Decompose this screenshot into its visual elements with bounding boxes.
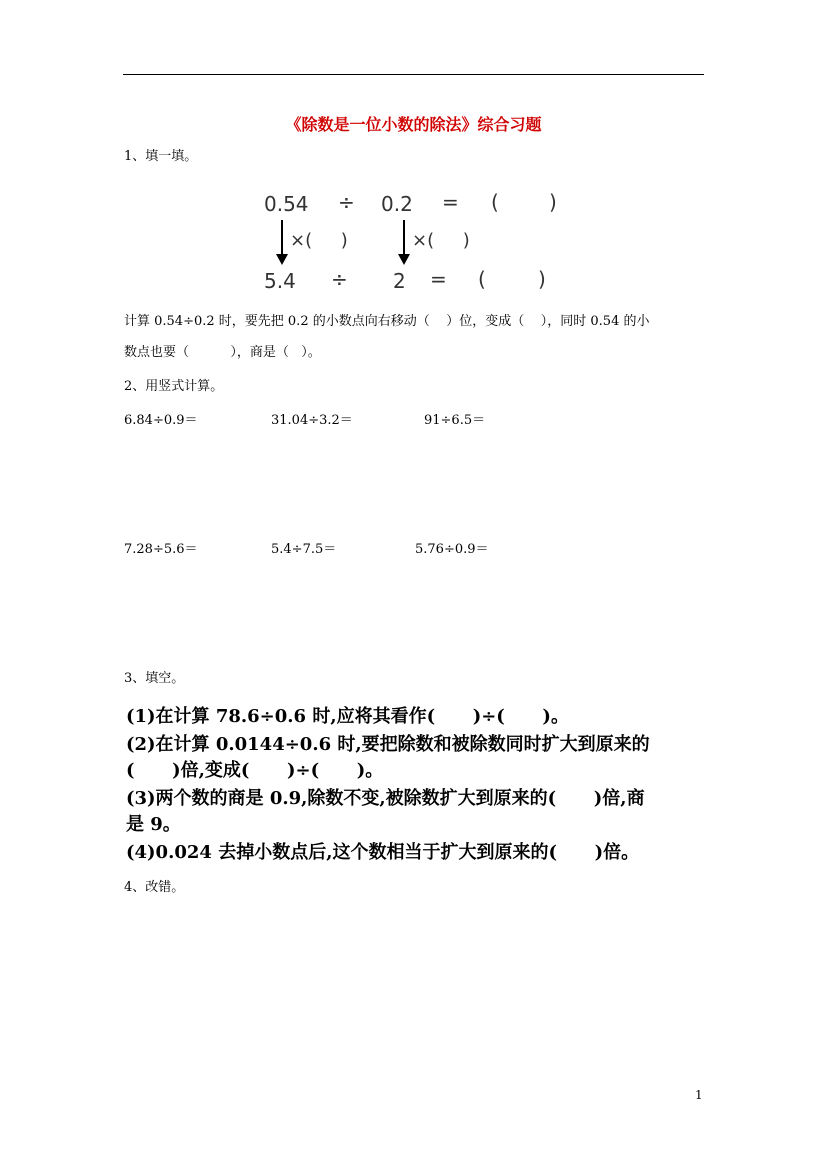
diagram-paren-open-2: ( [478, 267, 486, 291]
diagram-multiplier-1: ×( ) [290, 230, 348, 251]
q3-line: (4)0.024 去掉小数点后,这个数相当于扩大到原来的( )倍。 [126, 842, 640, 863]
q2-problem: 31.04÷3.2＝ [271, 413, 353, 428]
diagram-paren-close-2: ) [538, 267, 546, 291]
q4-heading: 4、改错。 [124, 880, 185, 895]
q1-heading: 1、填一填。 [124, 149, 198, 164]
q3-line: (2)在计算 0.0144÷0.6 时,要把除数和被除数同时扩大到原来的 [126, 734, 650, 755]
q3-heading: 3、填空。 [124, 671, 185, 686]
q2-problem: 7.28÷5.6＝ [124, 542, 198, 557]
q2-problem: 6.84÷0.9＝ [124, 413, 198, 428]
document-title: 《除数是一位小数的除法》综合习题 [285, 115, 542, 134]
diagram-multiplier-2: ×( ) [412, 230, 470, 251]
diagram-equals-2: = [430, 267, 447, 291]
page-number: 1 [695, 1088, 703, 1102]
header-rule [123, 74, 704, 75]
diagram-equals-1: = [442, 190, 459, 214]
diagram-divisor-2: 2 [393, 269, 406, 293]
q3-line: ( )倍,变成( )÷( )。 [126, 760, 384, 781]
diagram-paren-close-1: ) [549, 190, 557, 214]
q3-line: (1)在计算 78.6÷0.6 时,应将其看作( )÷( )。 [126, 706, 569, 727]
diagram-dividend-2: 5.4 [264, 269, 296, 293]
diagram-dividend-1: 0.54 [264, 192, 309, 216]
diagram-paren-open-1: ( [491, 190, 499, 214]
q1-text-line-1: 计算 0.54÷0.2 时，要先把 0.2 的小数点向右移动（ ）位，变成（ ），同时 0.54 的小 [124, 314, 650, 329]
down-arrow-icon [394, 218, 414, 266]
q2-heading: 2、用竖式计算。 [124, 379, 224, 394]
q2-problem: 5.76÷0.9＝ [415, 542, 489, 557]
diagram-divide-sign-2: ÷ [331, 267, 348, 291]
q3-line: 是 9。 [126, 814, 181, 835]
diagram-divide-sign-1: ÷ [338, 190, 355, 214]
q3-line: (3)两个数的商是 0.9,除数不变,被除数扩大到原来的( )倍,商 [126, 788, 645, 809]
q2-problem: 5.4÷7.5＝ [271, 542, 337, 557]
q2-problem: 91÷6.5＝ [424, 413, 486, 428]
down-arrow-icon [272, 218, 292, 266]
q1-text-line-2: 数点也要（ ），商是（ ）。 [124, 345, 321, 360]
diagram-divisor-1: 0.2 [381, 192, 413, 216]
